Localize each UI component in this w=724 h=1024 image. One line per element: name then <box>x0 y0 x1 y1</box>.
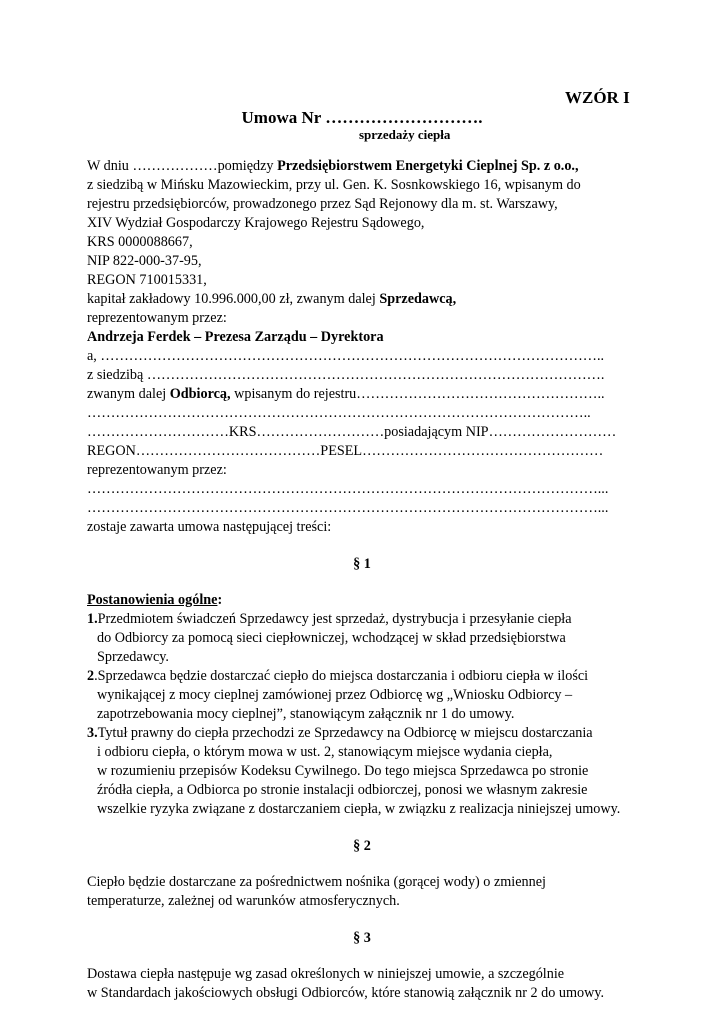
seller-krs: KRS 0000088667, <box>87 234 193 250</box>
parties-line-4: XIV Wydział Gospodarczy Krajowego Rejestru Sądowego, <box>87 215 425 231</box>
p2-text: .Sprzedawca będzie dostarczać ciepło do miejsca dostarczania i odbioru ciepła w ilości <box>94 668 589 684</box>
buyer-alias: Odbiorcą, <box>169 386 231 402</box>
section-2-heading: § 2 <box>353 838 371 854</box>
p1-number: 1. <box>87 611 98 627</box>
section-3-line-1: Dostawa ciepła następuje wg zasad określonych w niniejszej umowie, a szczególnie <box>87 966 565 982</box>
section-2-line-2: temperaturze, zależnej od warunków atmosferycznych. <box>87 893 400 909</box>
section-3-heading: § 3 <box>353 930 371 946</box>
buyer-krs-nip-line: …………………………KRS………………………posiadającym NIP……………………… <box>87 424 617 440</box>
section-1-p3-line-5: wszelkie ryzyka związane z dostarczaniem ciepła, w związku z realizacja niniejszej umowy. <box>97 801 621 817</box>
capital-text: kapitał zakładowy 10.996.000,00 zł, zwanym dalej <box>87 291 380 307</box>
section-1-p1-line-1 <box>87 611 572 628</box>
buyer-alias-line <box>87 386 605 403</box>
buyer-name-line: a, …………………………………………………………………………………………….. <box>87 348 605 364</box>
buyer-regon-pesel-line: REGON…………………………………PESEL…………………………………………… <box>87 443 604 459</box>
section-1-p3-line-1 <box>87 725 593 742</box>
seller-nip: NIP 822-000-37-95, <box>87 253 202 269</box>
parties-line-2: z siedzibą w Mińsku Mazowieckim, przy ul. Gen. K. Sosnkowskiego 16, wpisanym do <box>87 177 581 193</box>
section-1-title-text: Postanowienia ogólne <box>87 592 218 608</box>
contract-title: Umowa Nr ………………………. <box>241 108 483 127</box>
section-3-line-2: w Standardach jakościowych obsługi Odbiorców, które stanowią załącznik nr 2 do umowy. <box>87 985 605 1001</box>
section-1-p1-line-2: do Odbiorcy za pomocą sieci ciepłowniczej, wchodzącej w skład przedsiębiorstwa <box>97 630 566 646</box>
section-1-p3-line-3: w rozumieniu przepisów Kodeksu Cywilnego. Do tego miejsca Sprzedawca po stronie <box>97 763 589 779</box>
buyer-register: wpisanym do rejestru…………………………………………….. <box>230 386 605 402</box>
p3-number: 3. <box>87 725 98 741</box>
section-1-p1-line-3: Sprzedawcy. <box>97 649 169 665</box>
section-1-p2-line-2: wynikającej z mocy cieplnej zamówionej przez Odbiorcę wg „Wniosku Odbiorcy – <box>97 687 573 703</box>
p3-text: Tytuł prawny do ciepła przechodzi ze Sprzedawcy na Odbiorcę w miejscu dostarczania <box>97 725 593 741</box>
seller-representative: Andrzeja Ferdek – Prezesa Zarządu – Dyrektora <box>87 329 384 345</box>
buyer-rep-dots-1: ………………………………………………………………………………………………... <box>87 481 609 497</box>
contract-subtitle: sprzedaży ciepła <box>359 127 451 142</box>
parties-line-3: rejestru przedsiębiorców, prowadzonego przez Sąd Rejonowy dla m. st. Warszawy, <box>87 196 558 212</box>
seller-alias: Sprzedawcą, <box>379 291 457 307</box>
seller-regon: REGON 710015331, <box>87 272 207 288</box>
section-1-p2-line-1 <box>87 668 588 685</box>
section-1-p3-line-2: i odbioru ciepła, o którym mowa w ust. 2, stanowiącym miejsce wydania ciepła, <box>97 744 553 760</box>
parties-line-1 <box>87 158 579 175</box>
section-1-title-colon: : <box>217 592 223 608</box>
buyer-alias-prefix: zwanym dalej <box>87 386 170 402</box>
buyer-seat-line: z siedzibą ……………………………………………………………………………………. <box>87 367 605 383</box>
p1-text: Przedmiotem świadczeń Sprzedawcy jest sprzedaż, dystrybucja i przesyłanie ciepła <box>97 611 572 627</box>
section-1-title <box>87 592 222 609</box>
contract-intro: zostaje zawarta umowa następującej treści: <box>87 519 332 535</box>
buyer-dots-line: …………………………………………………………………………………………….. <box>87 405 591 421</box>
section-1-heading: § 1 <box>353 556 371 572</box>
section-2-line-1: Ciepło będzie dostarczane za pośrednictwem nośnika (gorącej wody) o zmiennej <box>87 874 546 890</box>
buyer-represented-by: reprezentowanym przez: <box>87 462 227 478</box>
seller-capital <box>87 291 456 308</box>
template-label: WZÓR I <box>565 88 630 107</box>
section-1-p2-line-3: zapotrzebowania mocy cieplnej”, stanowiącym załącznik nr 1 do umowy. <box>97 706 515 722</box>
seller-represented-by: reprezentowanym przez: <box>87 310 227 326</box>
date-clause: W dniu ………………pomiędzy <box>87 158 278 174</box>
section-1-p3-line-4: źródła ciepła, a Odbiorca po stronie instalacji odbiorczej, ponosi we własnym zakresie <box>97 782 588 798</box>
buyer-rep-dots-2: ………………………………………………………………………………………………... <box>87 500 609 516</box>
seller-name: Przedsiębiorstwem Energetyki Cieplnej Sp. z o.o., <box>277 158 579 174</box>
p2-number: 2 <box>87 668 95 684</box>
